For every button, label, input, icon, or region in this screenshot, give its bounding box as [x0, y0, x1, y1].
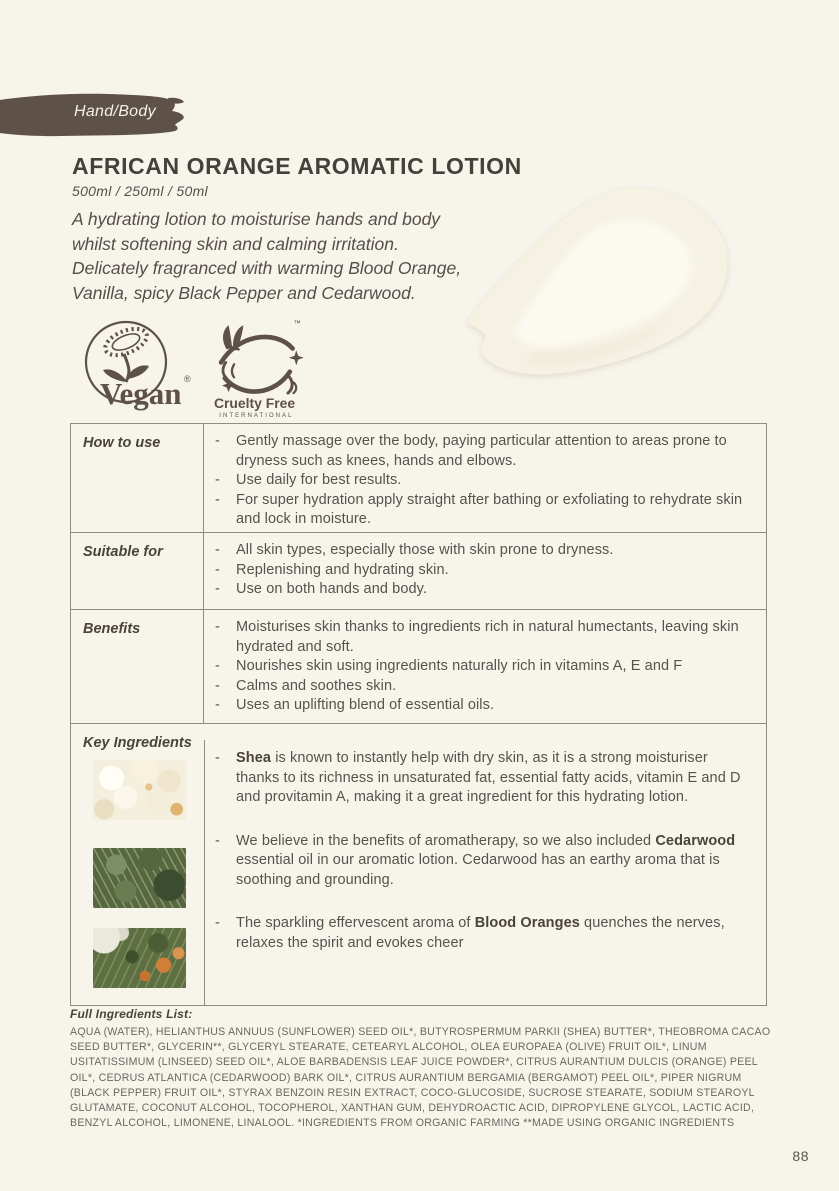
product-sizes: 500ml / 250ml / 50ml	[72, 183, 208, 199]
bullet-dash: -	[215, 697, 220, 713]
bullet-item	[212, 561, 752, 581]
table-row-key-ingredients	[71, 724, 766, 1005]
bullet-text: For super hydration apply straight after bathing or exfoliating to rehydrate skin and lock in moisture.	[236, 491, 743, 527]
row-content-cell	[204, 610, 766, 723]
cedarwood-thumbnail	[93, 848, 186, 908]
row-content-cell	[204, 533, 766, 609]
description-line: Vanilla, spicy Black Pepper and Cedarwood.	[72, 282, 416, 303]
bullet-text: Uses an uplifting blend of essential oils.	[236, 697, 495, 713]
bullet-item	[212, 471, 752, 491]
bullet-item	[212, 677, 752, 697]
bullet-dash: -	[215, 561, 220, 578]
cf-sublabel: INTERNATIONAL	[219, 413, 294, 420]
bullet-dash: -	[215, 750, 220, 766]
bullet-text: Calms and soothes skin.	[236, 677, 397, 694]
ingredients-heading: Full Ingredients List:	[70, 1007, 193, 1021]
vegan-wordmark: Vegan	[100, 376, 182, 411]
bullet-text: The sparkling effervescent aroma of Blood Oranges quenches the nerves, relaxes the spirit and evokes cheer	[236, 915, 725, 951]
bullet-item	[212, 657, 752, 677]
bullet-text: All skin types, especially those with skin prone to dryness.	[236, 542, 614, 558]
bullet-dash: -	[215, 832, 220, 849]
row-label: Suitable for	[83, 544, 163, 560]
row-label: Benefits	[83, 621, 141, 637]
bullet-dash: -	[215, 658, 220, 674]
table-row-benefits	[71, 610, 766, 724]
bullet-text: Nourishes skin using ingredients naturally rich in vitamins A, E and F	[236, 658, 683, 674]
table-row-suitable-for	[71, 533, 766, 610]
product-info-table	[70, 423, 767, 1006]
bullet-text: Gently massage over the body, paying particular attention to areas prone to dryness such as knees, hands and elbows.	[236, 433, 727, 469]
page-number: 88	[792, 1148, 809, 1164]
bullet-dash: -	[215, 433, 220, 449]
bullet-text: Use on both hands and body.	[236, 581, 428, 597]
bullet-dash: -	[215, 581, 220, 597]
bullet-item	[212, 914, 752, 953]
row-label-cell	[71, 533, 204, 609]
bullet-dash: -	[215, 677, 220, 694]
category-tag-label: Hand/Body	[74, 103, 156, 120]
vegan-logo	[74, 316, 196, 416]
bullet-dash: -	[215, 915, 220, 931]
description-line: A hydrating lotion to moisturise hands and body	[72, 209, 441, 229]
bullet-text: Shea is known to instantly help with dry skin, as it is a strong moisturiser thanks to its richness in unsaturated fat, essential fatty acids, vitamin E and D and provitamin A, making it a great ingredient for this hydrating lotion.	[236, 750, 741, 805]
lotion-smear-image	[448, 182, 748, 392]
bullet-text: Use daily for best results.	[236, 472, 402, 488]
row-label: Key Ingredients	[83, 735, 192, 751]
bullet-item	[212, 432, 752, 471]
full-ingredients-section	[70, 1007, 776, 1131]
bullet-dash: -	[215, 619, 220, 635]
bullet-text: Moisturises skin thanks to ingredients rich in natural humectants, leaving skin hydrated and soft.	[236, 619, 739, 655]
bullet-dash: -	[215, 542, 220, 558]
bullet-item	[212, 618, 752, 657]
ingredients-list: AQUA (WATER), HELIANTHUS ANNUUS (SUNFLOWER) SEED OIL*, BUTYROSPERMUM PARKII (SHEA) BUTTER*, THEOBROMA CACAO SEED BUTTER*, GLYCERIN**, GLYCERYL STEARATE, CETEARYL ALCOHOL, OLEA EUROPAEA (OLIVE) FRUIT OIL*, LINUM USITATISSIMUM (LINSEED) SEED OIL*, ALOE BARBADENSIS LEAF JUICE POWDER*, CITRUS AURANTIUM DULCIS (ORANGE) PEEL OIL*, CEDRUS ATLANTICA (CEDARWOOD) BARK OIL*, CITRUS AURANTIUM BERGAMIA (BERGAMOT) PEEL OIL*, PIPER NIGRUM (BLACK PEPPER) FRUIT OIL*, STYRAX BENZOIN RESIN EXTRACT, COCO-GLUCOSIDE, SUCROSE STEARATE, SODIUM STEAROYL GLUTAMATE, COCONUT ALCOHOL, TOCOPHEROL, XANTHAN GUM, DEHYDROACTIC ACID, DIPROPYLENE GLYCOL, LACTIC ACID, BENZYL ALCOHOL, LIMONENE, LINALOOL. *INGREDIENTS FROM ORGANIC FARMING **MADE USING ORGANIC INGREDIENTS	[70, 1026, 771, 1130]
column-divider	[204, 740, 205, 1005]
table-row-how-to-use	[71, 424, 766, 533]
row-label-cell	[71, 610, 204, 723]
row-content-cell	[204, 424, 766, 532]
bullet-item	[212, 491, 752, 530]
bullet-dash: -	[215, 472, 220, 488]
vegan-registered-mark: ®	[184, 374, 191, 384]
row-label-cell	[71, 724, 204, 1005]
bullet-item	[212, 832, 752, 891]
bullet-item	[212, 749, 752, 808]
bullet-dash: -	[215, 491, 220, 508]
cruelty-free-logo	[204, 316, 306, 420]
bullet-item	[212, 580, 752, 600]
cf-trademark: ™	[293, 318, 301, 328]
row-label: How to use	[83, 435, 161, 451]
bullet-item	[212, 696, 752, 716]
category-tag	[0, 92, 196, 138]
shea-butter-thumbnail	[93, 760, 186, 820]
description-line: whilst softening skin and calming irritation.	[72, 233, 399, 254]
product-description	[72, 207, 461, 305]
description-line: Delicately fragranced with warming Blood Orange,	[72, 258, 462, 278]
bullet-text: Replenishing and hydrating skin.	[236, 561, 449, 578]
row-label-cell	[71, 424, 204, 532]
row-content-cell	[204, 724, 766, 1005]
page-title: AFRICAN ORANGE AROMATIC LOTION	[72, 153, 522, 179]
bullet-item	[212, 541, 752, 561]
blood-orange-thumbnail	[93, 928, 186, 988]
bullet-text: We believe in the benefits of aromatherapy, so we also included Cedarwood essential oil in our aromatic lotion. Cedarwood has an earthy aroma that is soothing and grounding.	[236, 832, 736, 888]
cf-wordmark: Cruelty Free	[213, 394, 296, 411]
